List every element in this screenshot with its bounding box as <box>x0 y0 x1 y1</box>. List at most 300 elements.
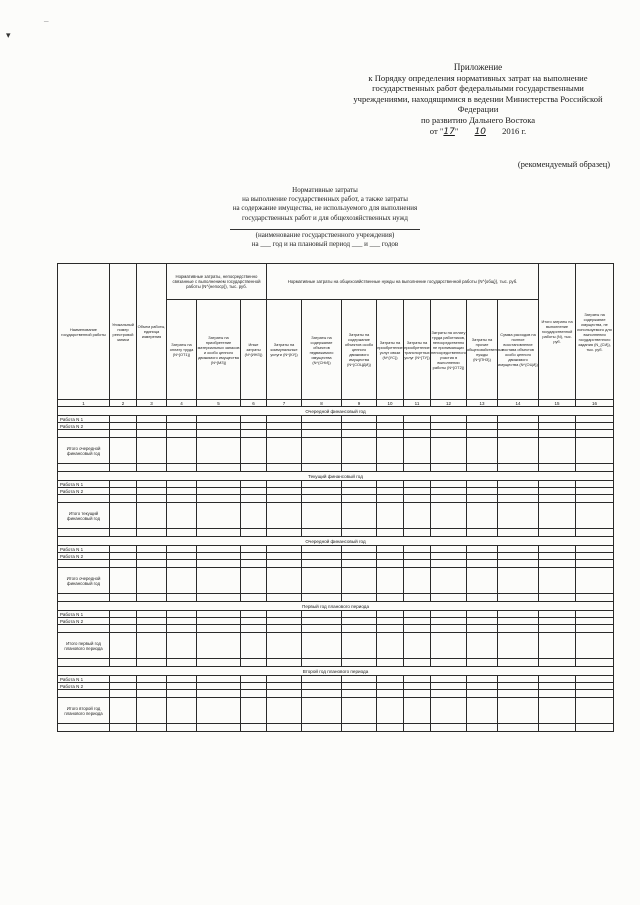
table-row <box>58 481 614 488</box>
empty-cell <box>431 690 467 698</box>
empty-cell <box>404 481 431 488</box>
empty-cell <box>431 698 467 724</box>
empty-cell <box>302 618 342 625</box>
empty-cell <box>267 495 302 503</box>
empty-cell <box>404 416 431 423</box>
spacer-row <box>58 495 614 503</box>
empty-cell <box>110 529 137 537</box>
spacer-row <box>58 560 614 568</box>
empty-cell <box>137 488 167 495</box>
empty-cell <box>539 633 576 659</box>
empty-cell <box>110 611 137 618</box>
empty-cell <box>467 560 498 568</box>
empty-cell <box>539 625 576 633</box>
empty-cell <box>431 529 467 537</box>
empty-cell <box>342 690 377 698</box>
header-col13: Затраты на прочие общехозяйственные нужды (N^{ПНЗ}) <box>467 300 498 400</box>
empty-cell <box>58 495 110 503</box>
empty-cell <box>467 488 498 495</box>
empty-cell <box>241 618 267 625</box>
empty-cell <box>267 690 302 698</box>
empty-cell <box>431 618 467 625</box>
empty-cell <box>110 546 137 553</box>
empty-cell <box>498 633 539 659</box>
empty-cell <box>404 659 431 667</box>
empty-cell <box>431 423 467 430</box>
empty-cell <box>167 495 197 503</box>
empty-cell <box>241 503 267 529</box>
section-title: Текущий финансовый год <box>58 472 614 481</box>
empty-cell <box>302 495 342 503</box>
empty-cell <box>167 698 197 724</box>
empty-cell <box>431 611 467 618</box>
header-col11: Затраты на приобретение транспортных услуг (N^{ТУ}) <box>404 300 431 400</box>
column-number: 13 <box>467 400 498 407</box>
row-label: Работа N 1 <box>58 676 110 683</box>
empty-cell <box>539 464 576 472</box>
empty-cell <box>167 438 197 464</box>
empty-cell <box>302 464 342 472</box>
empty-cell <box>342 568 377 594</box>
empty-cell <box>110 690 137 698</box>
table-row <box>58 416 614 423</box>
empty-cell <box>241 594 267 602</box>
empty-cell <box>342 495 377 503</box>
empty-cell <box>267 546 302 553</box>
empty-cell <box>58 560 110 568</box>
document-heading <box>190 186 460 249</box>
date-day: 17 <box>443 126 455 137</box>
empty-cell <box>267 683 302 690</box>
empty-cell <box>267 503 302 529</box>
section-row <box>58 602 614 611</box>
empty-cell <box>576 430 614 438</box>
empty-cell <box>302 546 342 553</box>
header-col5: Затраты на приобретение материальных запасов и особо ценного движимого имущества (N^{МЗ}) <box>197 300 241 400</box>
empty-cell <box>377 618 404 625</box>
empty-cell <box>404 464 431 472</box>
empty-cell <box>576 724 614 732</box>
empty-cell <box>539 611 576 618</box>
empty-cell <box>302 560 342 568</box>
empty-cell <box>137 529 167 537</box>
empty-cell <box>539 529 576 537</box>
empty-cell <box>498 625 539 633</box>
header-col12: Затраты на оплату труда работников, непосредственно не принимающих непосредственного участия в выполнении работы (N^{ОТ2}) <box>431 300 467 400</box>
empty-cell <box>197 683 241 690</box>
empty-cell <box>241 488 267 495</box>
appendix-block <box>340 62 616 137</box>
empty-cell <box>167 659 197 667</box>
section-row <box>58 407 614 416</box>
empty-cell <box>241 495 267 503</box>
empty-cell <box>342 683 377 690</box>
section-title: Первый год планового периода <box>58 602 614 611</box>
empty-cell <box>197 560 241 568</box>
empty-cell <box>267 625 302 633</box>
empty-cell <box>498 594 539 602</box>
empty-cell <box>539 430 576 438</box>
date-prefix: от " <box>429 125 444 136</box>
empty-cell <box>498 618 539 625</box>
empty-cell <box>302 611 342 618</box>
empty-cell <box>404 430 431 438</box>
empty-cell <box>241 464 267 472</box>
spacer-row <box>58 690 614 698</box>
column-number: 8 <box>302 400 342 407</box>
empty-cell <box>404 625 431 633</box>
column-number: 6 <box>241 400 267 407</box>
empty-cell <box>377 560 404 568</box>
empty-cell <box>377 503 404 529</box>
empty-cell <box>241 481 267 488</box>
empty-cell <box>302 659 342 667</box>
empty-cell <box>467 611 498 618</box>
empty-cell <box>110 416 137 423</box>
empty-cell <box>197 618 241 625</box>
empty-cell <box>110 633 137 659</box>
cost-table <box>57 263 614 732</box>
empty-cell <box>302 724 342 732</box>
heading-line: на содержание имущества, не используемого для выполнения <box>232 204 418 213</box>
empty-cell <box>431 625 467 633</box>
column-number: 11 <box>404 400 431 407</box>
empty-cell <box>167 481 197 488</box>
empty-cell <box>167 464 197 472</box>
empty-cell <box>110 618 137 625</box>
header-col14: Сумма расходов на полное восстановление состава объектов особо ценного движимого имущества (N^{ОЦИ}) <box>498 300 539 400</box>
empty-cell <box>197 503 241 529</box>
empty-cell <box>576 594 614 602</box>
empty-cell <box>137 698 167 724</box>
empty-cell <box>167 529 197 537</box>
empty-cell <box>498 659 539 667</box>
column-number: 3 <box>137 400 167 407</box>
empty-cell <box>58 529 110 537</box>
empty-cell <box>137 594 167 602</box>
empty-cell <box>539 488 576 495</box>
appendix-line: учреждениями, находящимися в ведении Министерства Российской <box>353 93 603 104</box>
empty-cell <box>241 611 267 618</box>
empty-cell <box>302 690 342 698</box>
empty-cell <box>137 611 167 618</box>
empty-cell <box>404 611 431 618</box>
empty-cell <box>241 625 267 633</box>
empty-cell <box>539 553 576 560</box>
empty-cell <box>539 495 576 503</box>
empty-cell <box>267 611 302 618</box>
empty-cell <box>137 464 167 472</box>
header-col2: Уникальный номер реестровой записи <box>110 264 137 400</box>
empty-cell <box>576 611 614 618</box>
empty-cell <box>576 495 614 503</box>
empty-cell <box>498 546 539 553</box>
empty-cell <box>498 553 539 560</box>
empty-cell <box>377 488 404 495</box>
empty-cell <box>241 438 267 464</box>
empty-cell <box>576 416 614 423</box>
empty-cell <box>539 438 576 464</box>
empty-cell <box>377 625 404 633</box>
empty-cell <box>431 659 467 667</box>
empty-cell <box>431 438 467 464</box>
empty-cell <box>576 676 614 683</box>
column-number: 12 <box>431 400 467 407</box>
empty-cell <box>576 690 614 698</box>
empty-cell <box>302 594 342 602</box>
empty-cell <box>267 568 302 594</box>
empty-cell <box>267 481 302 488</box>
empty-cell <box>137 503 167 529</box>
empty-cell <box>498 423 539 430</box>
empty-cell <box>404 438 431 464</box>
empty-cell <box>197 495 241 503</box>
empty-cell <box>167 724 197 732</box>
empty-cell <box>498 683 539 690</box>
empty-cell <box>302 416 342 423</box>
empty-cell <box>539 546 576 553</box>
empty-cell <box>302 553 342 560</box>
empty-cell <box>197 430 241 438</box>
empty-cell <box>241 430 267 438</box>
empty-cell <box>137 438 167 464</box>
table-row <box>58 618 614 625</box>
empty-cell <box>137 495 167 503</box>
total-label: Итого очередной финансовый год <box>58 568 110 594</box>
empty-cell <box>241 633 267 659</box>
empty-cell <box>342 560 377 568</box>
empty-cell <box>576 625 614 633</box>
date-month: 10 <box>474 126 486 137</box>
empty-cell <box>539 560 576 568</box>
empty-cell <box>404 568 431 594</box>
column-number: 7 <box>267 400 302 407</box>
table-row <box>58 676 614 683</box>
empty-cell <box>377 724 404 732</box>
empty-cell <box>267 416 302 423</box>
empty-cell <box>241 416 267 423</box>
empty-cell <box>110 495 137 503</box>
empty-cell <box>302 529 342 537</box>
empty-cell <box>267 488 302 495</box>
empty-cell <box>576 560 614 568</box>
header-col10: Затраты на приобретение услуг связи (N^{УС}) <box>377 300 404 400</box>
empty-cell <box>137 430 167 438</box>
empty-cell <box>267 724 302 732</box>
empty-cell <box>498 416 539 423</box>
empty-cell <box>267 594 302 602</box>
empty-cell <box>467 724 498 732</box>
empty-cell <box>498 560 539 568</box>
empty-cell <box>539 423 576 430</box>
scan-mark-top: – <box>44 16 49 26</box>
empty-cell <box>431 488 467 495</box>
total-label: Итого первый год планового периода <box>58 633 110 659</box>
empty-cell <box>467 495 498 503</box>
empty-cell <box>197 698 241 724</box>
empty-cell <box>267 676 302 683</box>
empty-cell <box>167 416 197 423</box>
empty-cell <box>137 553 167 560</box>
empty-cell <box>404 724 431 732</box>
empty-cell <box>267 618 302 625</box>
empty-cell <box>167 618 197 625</box>
empty-cell <box>302 625 342 633</box>
empty-cell <box>302 633 342 659</box>
empty-cell <box>539 676 576 683</box>
section-title: Очередной финансовый год <box>58 407 614 416</box>
empty-cell <box>137 676 167 683</box>
empty-cell <box>267 553 302 560</box>
row-label: Работа N 2 <box>58 618 110 625</box>
empty-cell <box>167 690 197 698</box>
column-number: 14 <box>498 400 539 407</box>
total-row <box>58 568 614 594</box>
empty-cell <box>431 430 467 438</box>
empty-cell <box>241 659 267 667</box>
empty-cell <box>302 423 342 430</box>
empty-cell <box>110 481 137 488</box>
header-col7: Затраты на коммунальные услуги (N^{КУ}) <box>267 300 302 400</box>
empty-cell <box>241 698 267 724</box>
header-col16: Затраты на содержание имущества, не используемого для выполнения государственного задания (N_{СИ}), тыс. руб. <box>576 264 614 400</box>
empty-cell <box>431 724 467 732</box>
column-number: 5 <box>197 400 241 407</box>
empty-cell <box>267 633 302 659</box>
empty-cell <box>539 618 576 625</box>
empty-cell <box>467 481 498 488</box>
empty-cell <box>110 430 137 438</box>
table-row <box>58 546 614 553</box>
empty-cell <box>404 698 431 724</box>
table-row <box>58 611 614 618</box>
spacer-row <box>58 724 614 732</box>
table-row <box>58 553 614 560</box>
empty-cell <box>342 423 377 430</box>
empty-cell <box>498 464 539 472</box>
empty-cell <box>110 423 137 430</box>
empty-cell <box>167 611 197 618</box>
institution-underline <box>230 229 420 230</box>
empty-cell <box>137 625 167 633</box>
spacer-row <box>58 625 614 633</box>
empty-cell <box>467 416 498 423</box>
section-title: Очередной финансовый год <box>58 537 614 546</box>
empty-cell <box>302 676 342 683</box>
row-label: Работа N 2 <box>58 553 110 560</box>
empty-cell <box>431 633 467 659</box>
empty-cell <box>498 611 539 618</box>
empty-cell <box>576 423 614 430</box>
empty-cell <box>342 611 377 618</box>
empty-cell <box>404 633 431 659</box>
empty-cell <box>498 430 539 438</box>
empty-cell <box>539 690 576 698</box>
empty-cell <box>377 633 404 659</box>
empty-cell <box>431 503 467 529</box>
header-col1: Наименование государственной работы <box>58 264 110 400</box>
empty-cell <box>498 724 539 732</box>
empty-cell <box>302 698 342 724</box>
spacer-row <box>58 659 614 667</box>
empty-cell <box>167 546 197 553</box>
column-number: 1 <box>58 400 110 407</box>
empty-cell <box>267 464 302 472</box>
empty-cell <box>197 416 241 423</box>
empty-cell <box>241 553 267 560</box>
empty-cell <box>342 724 377 732</box>
empty-cell <box>576 488 614 495</box>
empty-cell <box>576 618 614 625</box>
empty-cell <box>302 438 342 464</box>
empty-cell <box>342 430 377 438</box>
empty-cell <box>377 529 404 537</box>
empty-cell <box>167 553 197 560</box>
empty-cell <box>342 438 377 464</box>
header-group-direct: Нормативные затраты, непосредственно связанные с выполнением государственной работы (N^{непоср}), тыс. руб. <box>167 264 267 300</box>
total-row <box>58 633 614 659</box>
empty-cell <box>137 423 167 430</box>
empty-cell <box>197 633 241 659</box>
empty-cell <box>197 594 241 602</box>
empty-cell <box>342 529 377 537</box>
empty-cell <box>342 546 377 553</box>
empty-cell <box>241 546 267 553</box>
column-number: 2 <box>110 400 137 407</box>
empty-cell <box>167 503 197 529</box>
empty-cell <box>576 464 614 472</box>
empty-cell <box>267 560 302 568</box>
empty-cell <box>539 481 576 488</box>
empty-cell <box>342 618 377 625</box>
empty-cell <box>404 529 431 537</box>
empty-cell <box>197 724 241 732</box>
empty-cell <box>431 594 467 602</box>
empty-cell <box>167 560 197 568</box>
empty-cell <box>110 568 137 594</box>
empty-cell <box>137 618 167 625</box>
column-number: 15 <box>539 400 576 407</box>
spacer-row <box>58 464 614 472</box>
total-row <box>58 438 614 464</box>
empty-cell <box>467 659 498 667</box>
empty-cell <box>404 618 431 625</box>
empty-cell <box>167 423 197 430</box>
heading-line: на выполнение государственных работ, а также затраты <box>242 195 408 204</box>
empty-cell <box>467 464 498 472</box>
institution-caption: (наименование государственного учреждения) <box>255 230 395 239</box>
empty-cell <box>342 553 377 560</box>
empty-cell <box>110 488 137 495</box>
empty-cell <box>377 481 404 488</box>
empty-cell <box>539 503 576 529</box>
period-line: на ___ год и на плановый период ___ и ___ годов <box>251 240 399 249</box>
table-row <box>58 488 614 495</box>
heading-line: государственных работ и для общехозяйственных нужд <box>242 213 408 222</box>
empty-cell <box>110 659 137 667</box>
empty-cell <box>342 503 377 529</box>
empty-cell <box>267 698 302 724</box>
empty-cell <box>431 481 467 488</box>
empty-cell <box>241 683 267 690</box>
empty-cell <box>58 659 110 667</box>
empty-cell <box>498 488 539 495</box>
column-number: 10 <box>377 400 404 407</box>
empty-cell <box>241 560 267 568</box>
empty-cell <box>58 464 110 472</box>
empty-cell <box>58 724 110 732</box>
empty-cell <box>241 529 267 537</box>
